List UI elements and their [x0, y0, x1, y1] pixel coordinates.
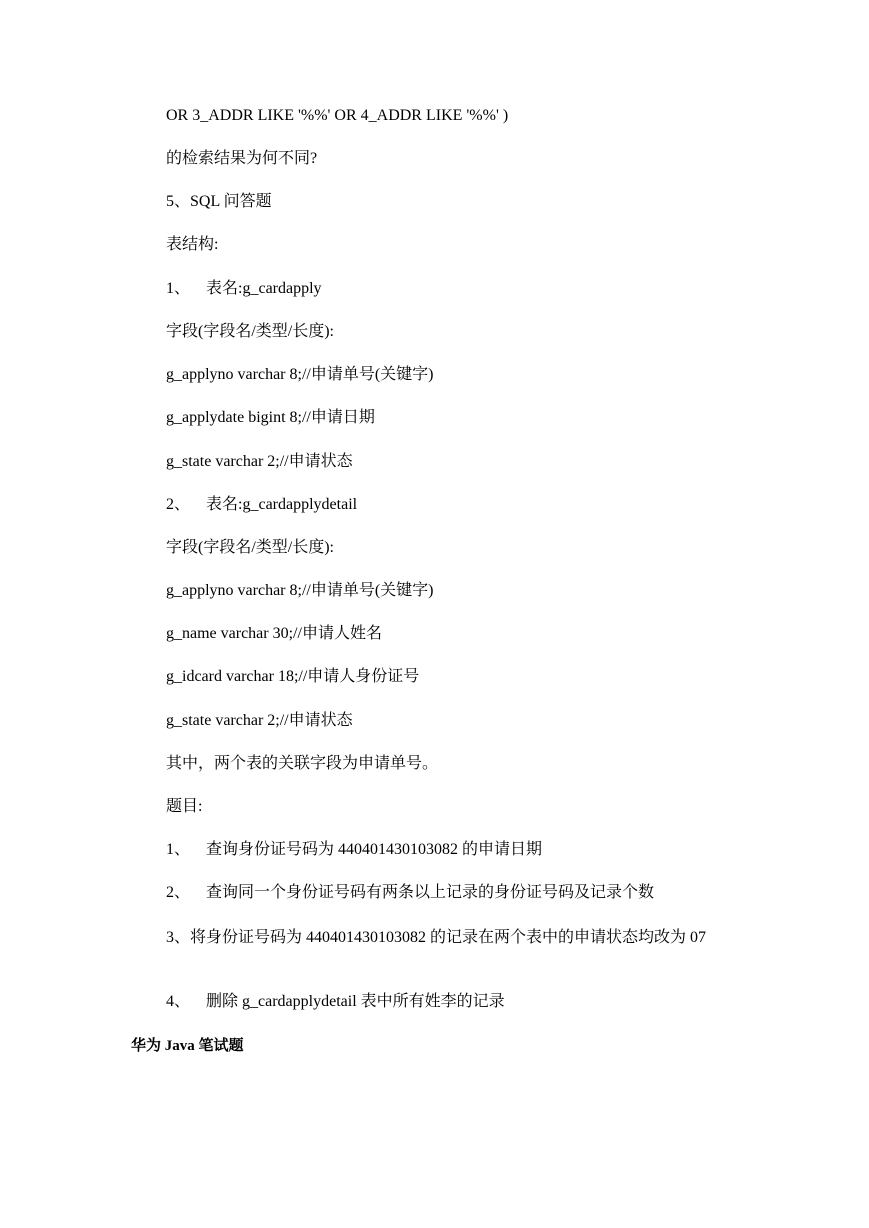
table-1-name — [166, 279, 322, 299]
field-line-state-2: g_state varchar 2;//申请状态 — [166, 712, 353, 729]
text-line-question-end: 的检索结果为何不同? — [166, 150, 318, 167]
question-4 — [166, 992, 505, 1012]
field-line-state-1: g_state varchar 2;//申请状态 — [166, 453, 353, 470]
table-2-name — [166, 495, 357, 515]
field-line-idcard: g_idcard varchar 18;//申请人身份证号 — [166, 668, 420, 685]
list-marker: 1、 — [166, 841, 191, 858]
field-line-applyno-1: g_applyno varchar 8;//申请单号(关键字) — [166, 366, 434, 383]
text-line-questions-header: 题目: — [166, 798, 203, 815]
list-marker: 4、 — [166, 993, 191, 1010]
list-marker: 1、 — [166, 280, 191, 297]
table-2-name-text: 表名:g_cardapplydetail — [206, 496, 358, 513]
text-line-relation: 其中，两个表的关联字段为申请单号。 — [166, 755, 439, 772]
field-line-name: g_name varchar 30;//申请人姓名 — [166, 625, 382, 642]
list-marker: 2、 — [166, 884, 191, 901]
text-line-fields-header-1: 字段(字段名/类型/长度): — [166, 323, 334, 340]
question-2-text: 查询同一个身份证号码有两条以上记录的身份证号码及记录个数 — [206, 884, 655, 901]
question-4-text: 删除 g_cardapplydetail 表中所有姓李的记录 — [206, 993, 505, 1010]
question-1-text: 查询身份证号码为 440401430103082 的申请日期 — [206, 841, 543, 858]
question-3: 3、将身份证号码为 440401430103082 的记录在两个表中的申请状态均改为 07 — [166, 929, 707, 946]
table-1-name-text: 表名:g_cardapply — [206, 280, 322, 297]
list-marker: 2、 — [166, 496, 191, 513]
section-heading: 华为 Java 笔试题 — [131, 1038, 244, 1054]
field-line-applydate: g_applydate bigint 8;//申请日期 — [166, 409, 375, 426]
text-line-table-structure: 表结构: — [166, 236, 219, 253]
text-line-fields-header-2: 字段(字段名/类型/长度): — [166, 539, 334, 556]
question-2 — [166, 883, 654, 903]
section-title-sql-qa: 5、SQL 问答题 — [166, 193, 272, 210]
text-line-sql-clause: OR 3_ADDR LIKE '%%' OR 4_ADDR LIKE '%%' ) — [166, 107, 509, 124]
field-line-applyno-2: g_applyno varchar 8;//申请单号(关键字) — [166, 582, 434, 599]
question-1 — [166, 840, 542, 860]
